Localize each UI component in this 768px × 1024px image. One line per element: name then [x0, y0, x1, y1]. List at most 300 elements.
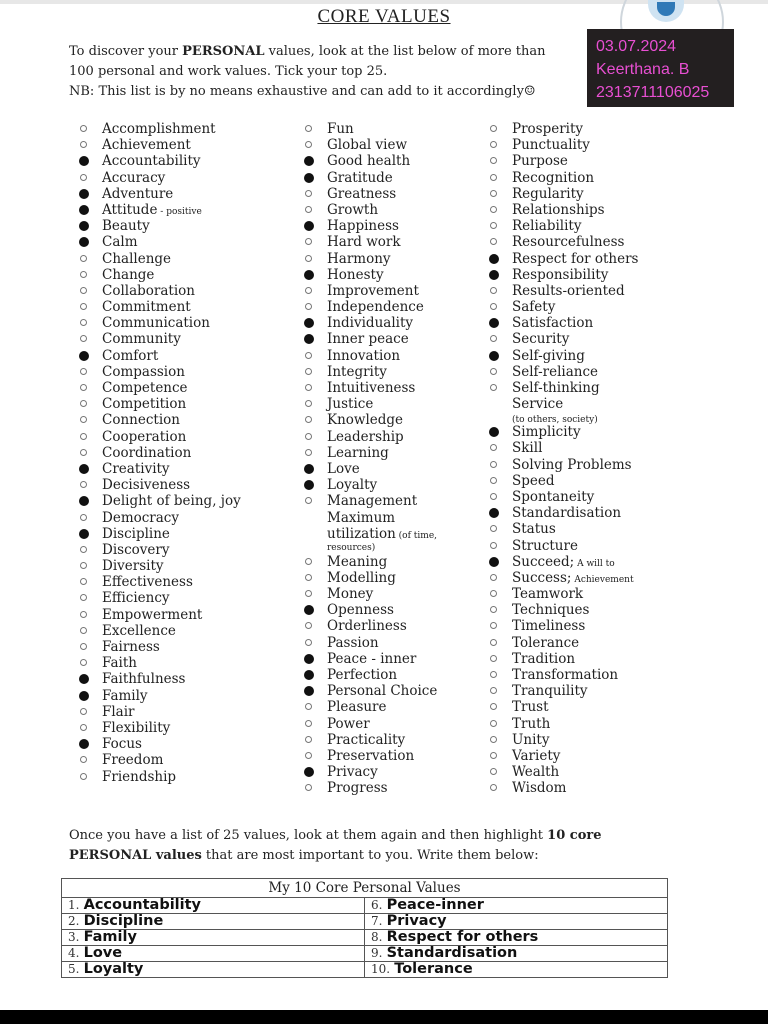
core-value-cell [365, 914, 668, 930]
value-label: Integrity [327, 363, 387, 380]
outro-text [69, 826, 669, 866]
checked-bullet-icon [79, 691, 89, 701]
value-label: Knowledge [327, 412, 404, 429]
empty-bullet-icon [490, 444, 497, 451]
empty-bullet-icon [490, 606, 497, 613]
value-label: Wisdom [512, 780, 567, 797]
empty-bullet-icon [490, 368, 497, 375]
value-label: Excellence [102, 622, 176, 639]
value-label: Greatness [327, 185, 397, 202]
empty-bullet-icon [305, 784, 312, 791]
core-value-number: 2. [68, 914, 80, 928]
value-label: Wealth [512, 764, 560, 781]
value-label: Hard work [327, 234, 401, 251]
value-label: Respect for others [512, 250, 639, 267]
core-value-cell [62, 962, 365, 978]
empty-bullet-icon [490, 703, 497, 710]
value-label: Growth [327, 201, 379, 218]
checked-bullet-icon [489, 427, 499, 437]
empty-bullet-icon [305, 303, 312, 310]
value-label: Power [327, 715, 370, 732]
value-label: Connection [102, 412, 180, 429]
empty-bullet-icon [305, 558, 312, 565]
empty-bullet-icon [305, 125, 312, 132]
outro-d: that are most important to you. Write them below: [201, 848, 539, 863]
empty-bullet-icon [490, 687, 497, 694]
empty-bullet-icon [490, 461, 497, 468]
checked-bullet-icon [79, 205, 89, 215]
value-label: Change [102, 266, 155, 283]
value-label: Self-giving [512, 347, 585, 364]
value-label: Self-thinking [512, 380, 600, 396]
value-label: Family [102, 687, 148, 704]
empty-bullet-icon [80, 449, 87, 456]
intro-line1-a: To discover your [69, 44, 183, 59]
value-label: Trust [512, 699, 549, 716]
checked-bullet-icon [304, 318, 314, 328]
core-value-entry: Respect for others [386, 929, 539, 945]
value-label: Structure [512, 537, 578, 554]
intro-line1-c: values, look at the list below of more than [264, 44, 546, 59]
empty-bullet-icon [490, 303, 497, 310]
empty-bullet-icon [490, 125, 497, 132]
empty-bullet-icon [490, 335, 497, 342]
empty-bullet-icon [80, 416, 87, 423]
value-label: Competition [102, 396, 187, 413]
value-label: Inner peace [327, 331, 409, 348]
checked-bullet-icon [79, 529, 89, 539]
value-label: Regularity [512, 185, 584, 202]
core-value-number: 9. [371, 946, 383, 960]
checked-bullet-icon [304, 480, 314, 490]
table-row [62, 898, 668, 914]
value-label: Individuality [327, 315, 414, 332]
core-value-cell [365, 930, 668, 946]
empty-bullet-icon [80, 400, 87, 407]
empty-bullet-icon [305, 287, 312, 294]
empty-bullet-icon [80, 578, 87, 585]
value-label: Satisfaction [512, 315, 594, 332]
core-value-cell [62, 898, 365, 914]
empty-bullet-icon [490, 477, 497, 484]
empty-bullet-icon [490, 141, 497, 148]
core-value-number: 8. [371, 930, 383, 944]
value-label: Global view [327, 137, 408, 154]
value-label: Self-reliance [512, 363, 599, 380]
core-value-cell [62, 914, 365, 930]
empty-bullet-icon [305, 238, 312, 245]
core-value-number: 3. [68, 930, 80, 944]
empty-bullet-icon [490, 752, 497, 759]
empty-bullet-icon [305, 720, 312, 727]
checked-bullet-icon [304, 334, 314, 344]
value-label: Safety [512, 299, 556, 316]
core-values-table [61, 878, 668, 978]
empty-bullet-icon [80, 271, 87, 278]
core-value-cell [62, 946, 365, 962]
empty-bullet-icon [80, 708, 87, 715]
stamp-name: Keerthana. B [596, 61, 690, 78]
empty-bullet-icon [305, 433, 312, 440]
core-value-number: 7. [371, 914, 383, 928]
empty-bullet-icon [305, 497, 312, 504]
empty-bullet-icon [490, 493, 497, 500]
core-value-number: 4. [68, 946, 80, 960]
value-label: Happiness [327, 218, 399, 235]
value-label: Effectiveness [102, 574, 193, 591]
checked-bullet-icon [79, 739, 89, 749]
value-label: Timeliness [512, 618, 586, 635]
empty-bullet-icon [80, 643, 87, 650]
value-label: Variety [512, 747, 561, 764]
value-label: Unity [512, 731, 550, 748]
empty-bullet-icon [490, 720, 497, 727]
empty-bullet-icon [305, 206, 312, 213]
value-label: Results-oriented [512, 282, 625, 299]
table-row [62, 962, 668, 978]
value-label: Intuitiveness [327, 380, 416, 396]
bottom-bar [0, 1010, 768, 1024]
value-label: Spontaneity [512, 488, 595, 505]
empty-bullet-icon [305, 368, 312, 375]
empty-bullet-icon [490, 671, 497, 678]
value-label: Skill [512, 440, 543, 457]
value-label: Techniques [512, 602, 590, 619]
empty-bullet-icon [490, 206, 497, 213]
core-value-cell [365, 898, 668, 914]
value-label: Calm [102, 234, 138, 251]
value-label: Decisiveness [102, 477, 191, 494]
value-label: Fairness [102, 639, 160, 655]
empty-bullet-icon [80, 594, 87, 601]
value-label: Discovery [102, 541, 170, 558]
empty-bullet-icon [305, 574, 312, 581]
empty-bullet-icon [80, 481, 87, 488]
value-label: Challenge [102, 250, 172, 267]
empty-bullet-icon [305, 141, 312, 148]
checked-bullet-icon [304, 464, 314, 474]
value-label: Collaboration [102, 282, 195, 299]
checked-bullet-icon [79, 351, 89, 361]
intro-text [69, 42, 584, 102]
empty-bullet-icon [490, 622, 497, 629]
value-label: Comfort [102, 347, 159, 364]
value-label: Commitment [102, 299, 191, 316]
stamp-id: 2313711106025 [596, 84, 710, 101]
empty-bullet-icon [80, 659, 87, 666]
checked-bullet-icon [79, 237, 89, 247]
value-label: Status [512, 521, 556, 538]
core-value-entry: Tolerance [394, 961, 473, 977]
empty-bullet-icon [80, 384, 87, 391]
core-value-entry: Accountability [83, 897, 202, 913]
empty-bullet-icon [490, 542, 497, 549]
value-label: Perfection [327, 667, 398, 683]
empty-bullet-icon [80, 125, 87, 132]
table-header: My 10 Core Personal Values [62, 879, 668, 898]
empty-bullet-icon [305, 590, 312, 597]
checked-bullet-icon [79, 464, 89, 474]
value-label: Faith [102, 655, 137, 672]
value-label: Leadership [327, 428, 404, 445]
core-value-cell [62, 930, 365, 946]
value-label: Communication [102, 315, 210, 332]
empty-bullet-icon [305, 384, 312, 391]
value-note: (of time, [395, 530, 438, 541]
empty-bullet-icon [80, 255, 87, 262]
value-subnote: resources) [327, 542, 376, 553]
empty-bullet-icon [305, 400, 312, 407]
checked-bullet-icon [489, 351, 499, 361]
value-label: Reliability [512, 218, 582, 235]
value-label: Justice [327, 396, 374, 413]
value-label: Adventure [102, 185, 174, 202]
value-label: Coordination [102, 444, 192, 461]
value-label: Honesty [327, 266, 384, 283]
value-label: Recognition [512, 169, 595, 186]
value-label: Community [102, 331, 181, 348]
value-label: Teamwork [512, 586, 584, 603]
value-label: utilization (of time, [327, 525, 438, 542]
empty-bullet-icon [305, 622, 312, 629]
core-value-entry: Privacy [386, 913, 447, 929]
empty-bullet-icon [490, 655, 497, 662]
checked-bullet-icon [489, 270, 499, 280]
value-label: Competence [102, 380, 188, 396]
value-label: Beauty [102, 218, 150, 235]
core-value-entry: Loyalty [83, 961, 144, 977]
stamp-date: 03.07.2024 [596, 38, 677, 55]
checked-bullet-icon [304, 686, 314, 696]
intro-line2: 100 personal and work values. Tick your top 25. [69, 64, 388, 79]
value-label: Good health [327, 153, 411, 170]
empty-bullet-icon [490, 784, 497, 791]
empty-bullet-icon [80, 174, 87, 181]
value-label: Accountability [102, 153, 201, 170]
empty-bullet-icon [305, 255, 312, 262]
value-label: Learning [327, 444, 389, 461]
empty-bullet-icon [490, 174, 497, 181]
checked-bullet-icon [304, 156, 314, 166]
empty-bullet-icon [80, 141, 87, 148]
value-label: Simplicity [512, 424, 581, 441]
core-value-number: 1. [68, 898, 80, 912]
empty-bullet-icon [80, 773, 87, 780]
empty-bullet-icon [305, 449, 312, 456]
table-row [62, 930, 668, 946]
empty-bullet-icon [490, 287, 497, 294]
value-label: Responsibility [512, 266, 609, 283]
value-label: Empowerment [102, 606, 203, 623]
value-label: Delight of being, joy [102, 493, 241, 510]
value-label: Peace - inner [327, 650, 417, 667]
checked-bullet-icon [304, 767, 314, 777]
value-label: Efficiency [102, 590, 170, 607]
empty-bullet-icon [490, 525, 497, 532]
empty-bullet-icon [490, 574, 497, 581]
value-note: - positive [157, 206, 202, 217]
value-label: Management [327, 493, 418, 510]
empty-bullet-icon [80, 562, 87, 569]
empty-bullet-icon [490, 157, 497, 164]
empty-bullet-icon [80, 611, 87, 618]
value-label: Progress [327, 780, 388, 797]
value-label: Tranquility [512, 683, 588, 700]
empty-bullet-icon [80, 546, 87, 553]
empty-bullet-icon [80, 319, 87, 326]
value-label: Pleasure [327, 699, 387, 716]
value-label: Modelling [327, 569, 396, 586]
value-label: Privacy [327, 764, 378, 781]
value-label: Freedom [102, 752, 164, 769]
empty-bullet-icon [305, 352, 312, 359]
value-label: Solving Problems [512, 456, 632, 473]
value-label: Succeed; A will to [512, 553, 615, 570]
core-value-cell [365, 962, 668, 978]
value-label: Flair [102, 703, 135, 720]
core-value-entry: Peace-inner [386, 897, 484, 913]
value-label: Friendship [102, 768, 177, 785]
value-label: Preservation [327, 747, 415, 764]
core-value-cell [365, 946, 668, 962]
empty-bullet-icon [80, 514, 87, 521]
value-label: Prosperity [512, 121, 584, 137]
value-label: Accuracy [102, 169, 166, 186]
empty-bullet-icon [80, 368, 87, 375]
checked-bullet-icon [489, 557, 499, 567]
value-label: Standardisation [512, 505, 622, 522]
value-label: Passion [327, 634, 379, 651]
value-label: Creativity [102, 460, 170, 477]
core-value-number: 6. [371, 898, 383, 912]
value-label: Transformation [512, 667, 619, 683]
outro-b: 10 core [547, 828, 602, 843]
value-label: Attitude - positive [102, 201, 202, 218]
value-label: Punctuality [512, 137, 590, 154]
empty-bullet-icon [305, 416, 312, 423]
value-subnote: (to others, society) [512, 415, 598, 426]
empty-bullet-icon [490, 384, 497, 391]
checked-bullet-icon [304, 270, 314, 280]
value-label: Fun [327, 121, 354, 137]
checked-bullet-icon [489, 318, 499, 328]
checked-bullet-icon [79, 156, 89, 166]
core-value-number: 5. [68, 962, 80, 976]
checked-bullet-icon [79, 189, 89, 199]
value-label: Loyalty [327, 477, 378, 494]
value-note: A will to [574, 558, 615, 569]
value-label: Diversity [102, 558, 164, 575]
empty-bullet-icon [80, 433, 87, 440]
outro-a: Once you have a list of 25 values, look at them again and then highlight [69, 828, 548, 843]
value-label: Practicality [327, 731, 406, 748]
value-label: Faithfulness [102, 671, 186, 688]
outro-c: PERSONAL values [69, 848, 202, 863]
empty-bullet-icon [305, 703, 312, 710]
core-value-entry: Family [83, 929, 137, 945]
value-label: Compassion [102, 363, 185, 380]
core-value-entry: Discipline [83, 913, 164, 929]
empty-bullet-icon [490, 190, 497, 197]
empty-bullet-icon [305, 736, 312, 743]
checked-bullet-icon [304, 173, 314, 183]
value-label: Money [327, 586, 374, 603]
checked-bullet-icon [79, 674, 89, 684]
empty-bullet-icon [305, 190, 312, 197]
value-label: Truth [512, 715, 551, 732]
page-title: CORE VALUES [317, 6, 451, 27]
empty-bullet-icon [80, 287, 87, 294]
value-label: Discipline [102, 525, 170, 542]
empty-bullet-icon [80, 335, 87, 342]
value-label: Relationships [512, 201, 605, 218]
core-value-entry: Love [83, 945, 123, 961]
table-row [62, 914, 668, 930]
checked-bullet-icon [304, 605, 314, 615]
value-label: Success; Achievement [512, 569, 634, 586]
value-label: Flexibility [102, 719, 171, 736]
empty-bullet-icon [80, 756, 87, 763]
empty-bullet-icon [490, 590, 497, 597]
value-note: Achievement [571, 574, 634, 585]
value-label: Cooperation [102, 428, 187, 445]
value-label: Speed [512, 472, 555, 489]
value-label: Openness [327, 602, 394, 619]
intro-personal: PERSONAL [182, 44, 265, 59]
value-label: Love [327, 460, 360, 477]
empty-bullet-icon [490, 639, 497, 646]
value-label: Resourcefulness [512, 234, 625, 251]
value-label: Meaning [327, 553, 388, 570]
empty-bullet-icon [490, 768, 497, 775]
value-label: Harmony [327, 250, 391, 267]
value-label: Independence [327, 299, 424, 316]
value-label: Tolerance [512, 634, 580, 651]
empty-bullet-icon [490, 736, 497, 743]
value-label: Service [512, 396, 564, 413]
value-label: Personal Choice [327, 683, 438, 700]
value-label: Security [512, 331, 570, 348]
checked-bullet-icon [489, 254, 499, 264]
core-value-number: 10. [371, 962, 391, 976]
checked-bullet-icon [304, 221, 314, 231]
value-label: Improvement [327, 282, 419, 299]
empty-bullet-icon [305, 752, 312, 759]
empty-bullet-icon [80, 724, 87, 731]
empty-bullet-icon [305, 639, 312, 646]
checked-bullet-icon [304, 654, 314, 664]
student-stamp [587, 29, 734, 107]
empty-bullet-icon [490, 238, 497, 245]
checked-bullet-icon [304, 670, 314, 680]
value-label: Focus [102, 736, 142, 753]
value-label: Gratitude [327, 169, 393, 186]
table-row [62, 946, 668, 962]
core-value-entry: Standardisation [386, 945, 518, 961]
checked-bullet-icon [79, 496, 89, 506]
value-label: Innovation [327, 347, 401, 364]
empty-bullet-icon [490, 222, 497, 229]
value-label: Orderliness [327, 618, 407, 635]
checked-bullet-icon [79, 221, 89, 231]
empty-bullet-icon [80, 303, 87, 310]
value-label: Purpose [512, 153, 568, 170]
value-label: Maximum [327, 509, 396, 526]
intro-line3: NB: This list is by no means exhaustive and can add to it accordingly☺ [69, 84, 536, 99]
value-label: Accomplishment [102, 121, 216, 137]
value-label: Democracy [102, 509, 179, 526]
value-label: Achievement [102, 137, 191, 154]
